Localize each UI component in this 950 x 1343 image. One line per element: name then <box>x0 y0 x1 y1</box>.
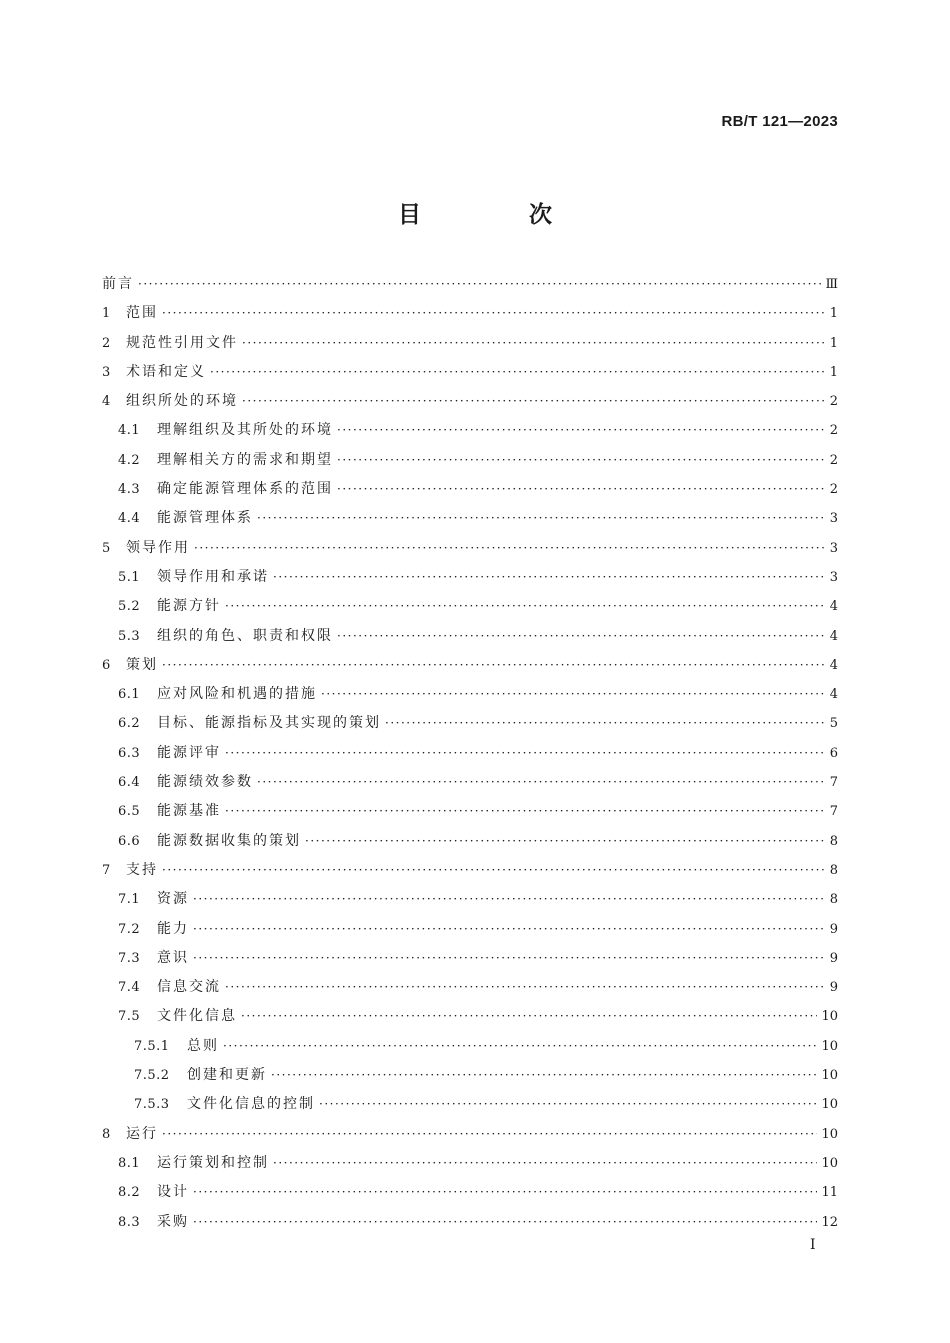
toc-entry-number: 8.2 <box>118 1185 141 1201</box>
toc-entry-number: 8 <box>102 1126 111 1142</box>
toc-leader-dots <box>319 1090 817 1119</box>
toc-entry[interactable] <box>102 416 838 445</box>
toc-entry[interactable] <box>102 827 838 856</box>
toc-entry-number: 5.2 <box>118 599 141 615</box>
toc-entry[interactable] <box>102 299 838 328</box>
toc-entry-number: 7.4 <box>118 980 141 996</box>
toc-leader-dots <box>241 1002 817 1031</box>
toc-entry[interactable] <box>102 651 838 680</box>
toc-entry-number: 6.4 <box>118 775 141 791</box>
toc-entry-page: 1 <box>829 335 838 351</box>
toc-entry[interactable] <box>102 856 838 885</box>
toc-entry-label: 前言 <box>102 276 134 292</box>
toc-entry[interactable] <box>102 885 838 914</box>
toc-title: 目 次 <box>397 202 602 228</box>
toc-entry[interactable] <box>102 534 838 563</box>
toc-entry[interactable] <box>102 1032 838 1061</box>
toc-entry-number: 2 <box>102 335 111 351</box>
toc-leader-dots <box>223 1032 817 1061</box>
toc-entry-page: 4 <box>829 657 838 673</box>
toc-entry-label: 策划 <box>126 656 158 673</box>
toc-leader-dots <box>225 739 824 768</box>
toc-entry[interactable] <box>102 270 838 299</box>
toc-entry-page: 11 <box>821 1185 838 1201</box>
toc-entry-label: 领导作用 <box>126 539 190 556</box>
toc-entry[interactable] <box>102 768 838 797</box>
toc-entry-label: 应对风险和机遇的措施 <box>157 686 317 703</box>
toc-entry[interactable] <box>102 1090 838 1119</box>
table-of-contents <box>102 270 838 1237</box>
toc-entry-label: 运行 <box>126 1125 158 1142</box>
toc-entry-label: 创建和更新 <box>187 1067 267 1084</box>
toc-leader-dots <box>257 504 824 533</box>
toc-leader-dots <box>321 680 824 709</box>
toc-entry-number: 6.5 <box>118 804 141 820</box>
toc-entry-page: 7 <box>829 804 838 820</box>
toc-leader-dots <box>193 915 824 944</box>
toc-entry[interactable] <box>102 1149 838 1178</box>
toc-leader-dots <box>162 1120 817 1149</box>
toc-entry-number: 5.3 <box>118 628 141 644</box>
toc-entry-page: Ⅲ <box>825 277 838 292</box>
toc-entry-number: 8.1 <box>118 1155 141 1171</box>
toc-entry-number: 7.2 <box>118 921 141 937</box>
toc-entry[interactable] <box>102 973 838 1002</box>
toc-entry-number: 7 <box>102 862 111 878</box>
toc-entry[interactable] <box>102 680 838 709</box>
toc-entry[interactable] <box>102 1061 838 1090</box>
toc-leader-dots <box>242 329 824 358</box>
toc-leader-dots <box>337 475 824 504</box>
toc-entry-label: 确定能源管理体系的范围 <box>157 481 333 498</box>
toc-entry[interactable] <box>102 358 838 387</box>
toc-entry-number: 4.3 <box>118 482 141 498</box>
toc-entry[interactable] <box>102 709 838 738</box>
toc-entry-number: 4.4 <box>118 511 141 527</box>
toc-entry-page: 2 <box>829 452 838 468</box>
toc-entry[interactable] <box>102 1178 838 1207</box>
toc-entry-label: 目标、能源指标及其实现的策划 <box>157 715 381 732</box>
toc-entry-page: 3 <box>829 540 838 556</box>
toc-entry-page: 1 <box>829 306 838 322</box>
toc-entry[interactable] <box>102 1120 838 1149</box>
toc-entry-label: 组织所处的环境 <box>126 393 238 410</box>
toc-entry-number: 3 <box>102 364 111 380</box>
toc-entry-page: 4 <box>829 687 838 703</box>
toc-entry-label: 文件化信息的控制 <box>187 1096 315 1113</box>
toc-entry-page: 10 <box>821 1155 838 1171</box>
toc-entry-page: 8 <box>829 862 838 878</box>
toc-entry-number: 4 <box>102 394 111 410</box>
toc-entry[interactable] <box>102 1002 838 1031</box>
toc-entry-label: 能源绩效参数 <box>157 774 253 791</box>
toc-entry-number: 7.5 <box>118 1009 141 1025</box>
toc-entry-label: 组织的角色、职责和权限 <box>157 627 333 644</box>
toc-leader-dots <box>162 299 824 328</box>
toc-entry-number: 7.5.1 <box>134 1038 170 1054</box>
toc-entry-label: 总则 <box>187 1037 219 1054</box>
toc-leader-dots <box>273 563 824 592</box>
toc-entry-number: 5 <box>102 540 111 556</box>
toc-entry-number: 5.1 <box>118 569 141 585</box>
toc-entry-label: 术语和定义 <box>126 363 206 380</box>
toc-entry-number: 8.3 <box>118 1214 141 1230</box>
toc-entry[interactable] <box>102 622 838 651</box>
toc-entry-page: 10 <box>821 1038 838 1054</box>
toc-entry-page: 4 <box>829 599 838 615</box>
standard-code: RB/T 121—2023 <box>721 113 838 130</box>
toc-leader-dots <box>242 387 824 416</box>
toc-leader-dots <box>210 358 824 387</box>
toc-entry-page: 10 <box>821 1126 838 1142</box>
toc-entry[interactable] <box>102 1208 838 1237</box>
toc-entry-page: 10 <box>821 1097 838 1113</box>
toc-entry-page: 9 <box>829 950 838 966</box>
toc-leader-dots <box>273 1149 817 1178</box>
toc-entry[interactable] <box>102 387 838 416</box>
toc-entry-label: 理解相关方的需求和期望 <box>157 451 333 468</box>
toc-entry-label: 理解组织及其所处的环境 <box>157 422 333 439</box>
toc-entry-page: 9 <box>829 921 838 937</box>
toc-entry-label: 规范性引用文件 <box>126 334 238 351</box>
toc-leader-dots <box>193 1208 817 1237</box>
toc-leader-dots <box>305 827 824 856</box>
toc-leader-dots <box>162 856 824 885</box>
toc-entry-page: 6 <box>829 745 838 761</box>
toc-leader-dots <box>225 973 824 1002</box>
toc-entry-page: 2 <box>829 482 838 498</box>
toc-entry-number: 6.1 <box>118 687 141 703</box>
toc-leader-dots <box>385 709 824 738</box>
toc-leader-dots <box>337 622 824 651</box>
toc-entry-page: 3 <box>829 569 838 585</box>
toc-entry-number: 6.3 <box>118 745 141 761</box>
toc-leader-dots <box>193 1178 817 1207</box>
toc-entry[interactable] <box>102 504 838 533</box>
toc-entry-number: 7.5.3 <box>134 1097 170 1113</box>
toc-entry[interactable] <box>102 944 838 973</box>
toc-entry-label: 资源 <box>157 891 189 908</box>
toc-entry-page: 10 <box>821 1009 838 1025</box>
toc-entry-number: 6.6 <box>118 833 141 849</box>
toc-entry[interactable] <box>102 797 838 826</box>
toc-entry-page: 2 <box>829 394 838 410</box>
toc-entry-page: 10 <box>821 1068 838 1084</box>
toc-entry-label: 范围 <box>126 305 158 322</box>
toc-entry[interactable] <box>102 563 838 592</box>
toc-entry-label: 领导作用和承诺 <box>157 568 269 585</box>
toc-leader-dots <box>193 944 824 973</box>
toc-entry[interactable] <box>102 592 838 621</box>
toc-entry-page: 4 <box>829 628 838 644</box>
toc-leader-dots <box>271 1061 817 1090</box>
toc-entry-page: 5 <box>829 716 838 732</box>
toc-entry-page: 1 <box>829 364 838 380</box>
toc-entry-label: 支持 <box>126 861 158 878</box>
toc-entry-label: 能源数据收集的策划 <box>157 832 301 849</box>
toc-leader-dots <box>138 270 821 299</box>
toc-entry-label: 意识 <box>157 949 189 966</box>
toc-entry-page: 9 <box>829 980 838 996</box>
toc-leader-dots <box>225 797 824 826</box>
toc-entry-number: 4.2 <box>118 452 141 468</box>
toc-entry-label: 运行策划和控制 <box>157 1154 269 1171</box>
toc-leader-dots <box>162 651 824 680</box>
toc-entry-page: 12 <box>821 1214 838 1230</box>
toc-entry-label: 文件化信息 <box>157 1008 237 1025</box>
toc-entry-number: 6.2 <box>118 716 141 732</box>
toc-entry[interactable] <box>102 739 838 768</box>
toc-leader-dots <box>337 416 824 445</box>
toc-entry-number: 6 <box>102 657 111 673</box>
toc-entry-label: 能源方针 <box>157 598 221 615</box>
toc-leader-dots <box>193 885 824 914</box>
toc-entry-label: 能力 <box>157 920 189 937</box>
toc-entry[interactable] <box>102 915 838 944</box>
toc-entry-label: 能源评审 <box>157 744 221 761</box>
toc-entry[interactable] <box>102 446 838 475</box>
toc-entry-page: 8 <box>829 833 838 849</box>
toc-entry-label: 采购 <box>157 1213 189 1230</box>
toc-leader-dots <box>194 534 824 563</box>
toc-entry-number: 7.5.2 <box>134 1068 170 1084</box>
toc-leader-dots <box>337 446 824 475</box>
toc-leader-dots <box>225 592 824 621</box>
toc-entry-page: 3 <box>829 511 838 527</box>
toc-entry-label: 能源基准 <box>157 803 221 820</box>
toc-entry-label: 能源管理体系 <box>157 510 253 527</box>
toc-entry[interactable] <box>102 329 838 358</box>
toc-entry-label: 设计 <box>157 1184 189 1201</box>
toc-entry-number: 1 <box>102 306 111 322</box>
toc-leader-dots <box>257 768 824 797</box>
toc-entry-number: 7.3 <box>118 950 141 966</box>
toc-entry-page: 8 <box>829 892 838 908</box>
toc-entry[interactable] <box>102 475 838 504</box>
toc-entry-label: 信息交流 <box>157 979 221 996</box>
toc-entry-number: 7.1 <box>118 892 141 908</box>
toc-entry-page: 2 <box>829 423 838 439</box>
toc-entry-number: 4.1 <box>118 423 141 439</box>
toc-entry-page: 7 <box>829 775 838 791</box>
footer-page-number: I <box>810 1237 816 1253</box>
